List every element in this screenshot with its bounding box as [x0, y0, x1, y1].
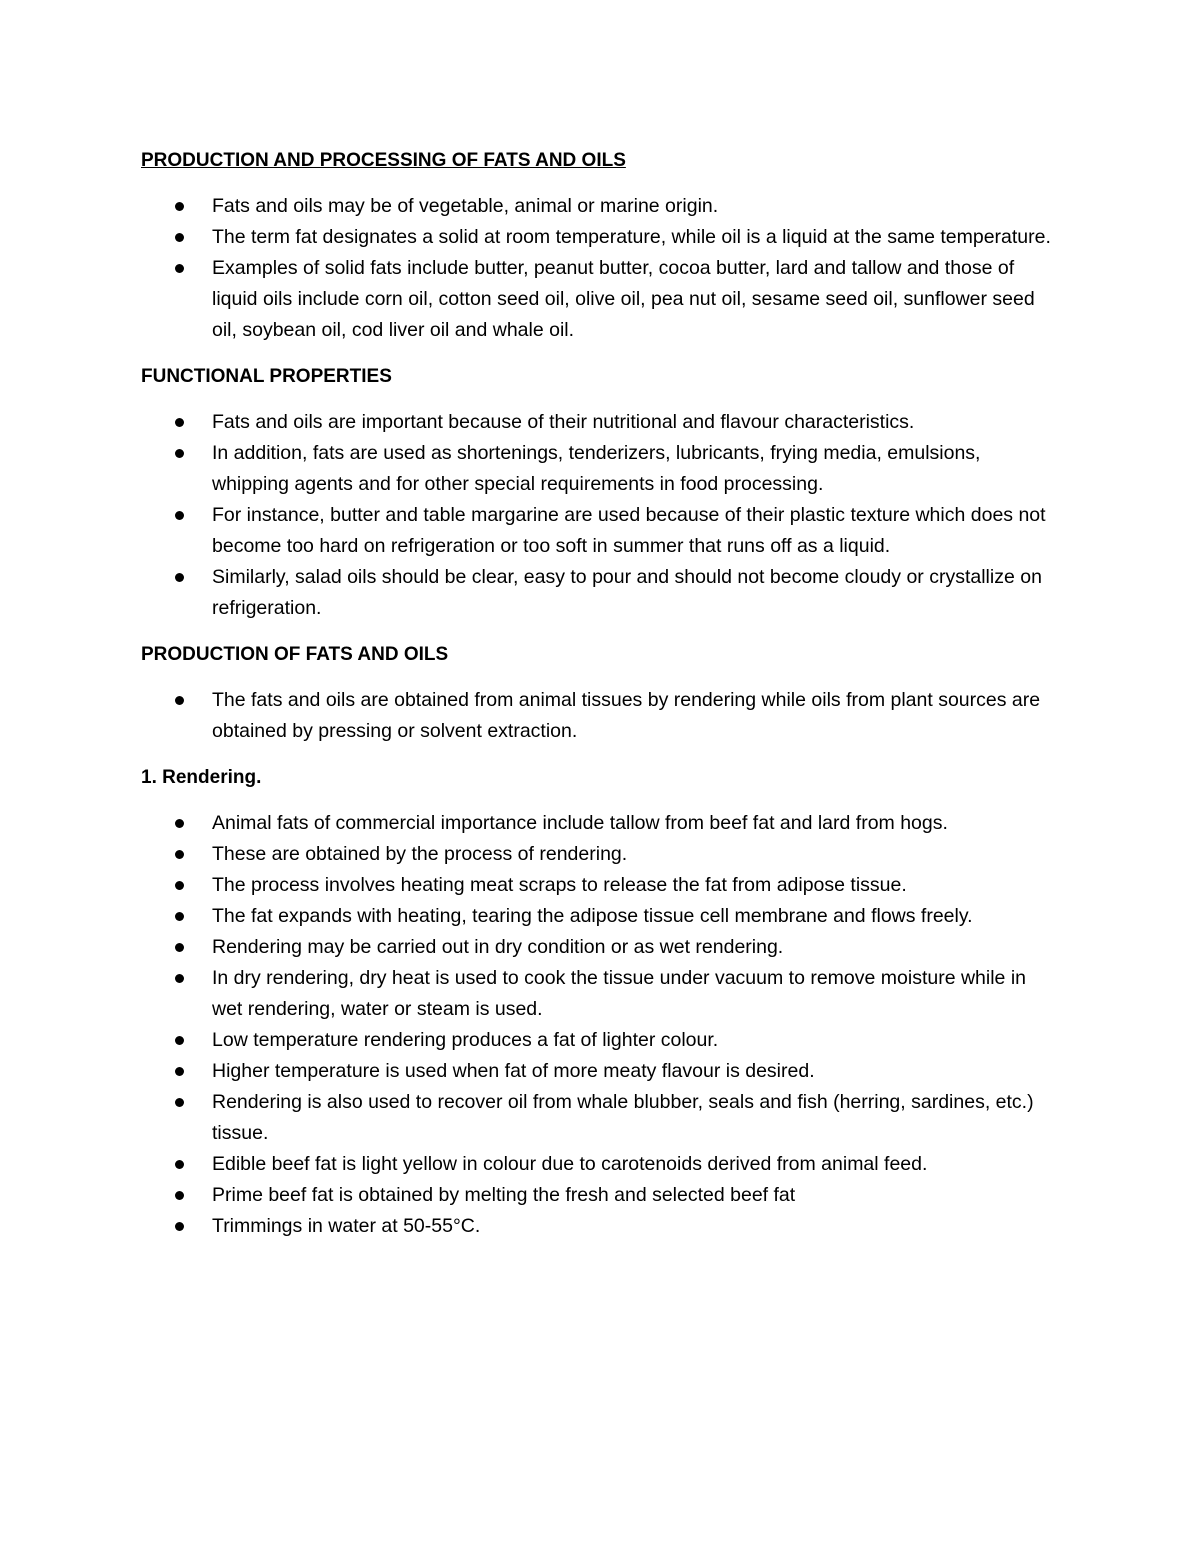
- bullet-icon: [175, 974, 184, 983]
- list-item: The term fat designates a solid at room temperature, while oil is a liquid at the same temperature.: [141, 222, 1061, 253]
- section-heading: PRODUCTION AND PROCESSING OF FATS AND OILS: [141, 150, 626, 171]
- bullet-icon: [175, 573, 184, 582]
- bullet-icon: [175, 202, 184, 211]
- list-item: The fat expands with heating, tearing the adipose tissue cell membrane and flows freely.: [141, 901, 1061, 932]
- bullet-icon: [175, 1160, 184, 1169]
- section-rendering: [141, 762, 1061, 1242]
- bullet-icon: [175, 912, 184, 921]
- list-item: Higher temperature is used when fat of more meaty flavour is desired.: [141, 1056, 1061, 1087]
- list-item: Trimmings in water at 50-55°C.: [141, 1211, 1061, 1242]
- bullet-icon: [175, 233, 184, 242]
- bullet-icon: [175, 418, 184, 427]
- bullet-icon: [175, 850, 184, 859]
- list-item: Similarly, salad oils should be clear, easy to pour and should not become cloudy or crystallize on refrigeration.: [141, 562, 1061, 624]
- section-heading: 1. Rendering.: [141, 767, 262, 788]
- section-heading: FUNCTIONAL PROPERTIES: [141, 366, 392, 387]
- list-item: Fats and oils are important because of their nutritional and flavour characteristics.: [141, 407, 1061, 438]
- list-item: Low temperature rendering produces a fat of lighter colour.: [141, 1025, 1061, 1056]
- bullet-icon: [175, 1036, 184, 1045]
- list-item: Prime beef fat is obtained by melting the fresh and selected beef fat: [141, 1180, 1061, 1211]
- section-functional-properties: [141, 361, 1061, 624]
- bullet-list: [141, 685, 1061, 747]
- document-page: [141, 145, 1061, 1257]
- bullet-icon: [175, 696, 184, 705]
- bullet-icon: [175, 449, 184, 458]
- bullet-icon: [175, 264, 184, 273]
- list-item: Animal fats of commercial importance include tallow from beef fat and lard from hogs.: [141, 808, 1061, 839]
- list-item: Examples of solid fats include butter, peanut butter, cocoa butter, lard and tallow and those of liquid oils include corn oil, cotton seed oil, olive oil, pea nut oil, sesame seed oil, sunflower seed oil, soybean oil, cod liver oil and whale oil.: [141, 253, 1061, 346]
- bullet-list: [141, 407, 1061, 624]
- bullet-icon: [175, 1191, 184, 1200]
- list-item: For instance, butter and table margarine are used because of their plastic texture which does not become too hard on refrigeration or too soft in summer that runs off as a liquid.: [141, 500, 1061, 562]
- list-item: The process involves heating meat scraps to release the fat from adipose tissue.: [141, 870, 1061, 901]
- section-heading: PRODUCTION OF FATS AND OILS: [141, 644, 449, 665]
- bullet-icon: [175, 1098, 184, 1107]
- bullet-icon: [175, 819, 184, 828]
- section-production-of-fats: [141, 639, 1061, 747]
- list-item: In dry rendering, dry heat is used to cook the tissue under vacuum to remove moisture while in wet rendering, water or steam is used.: [141, 963, 1061, 1025]
- list-item: Edible beef fat is light yellow in colour due to carotenoids derived from animal feed.: [141, 1149, 1061, 1180]
- bullet-icon: [175, 511, 184, 520]
- section-production-and-processing: [141, 145, 1061, 346]
- bullet-icon: [175, 943, 184, 952]
- bullet-list: [141, 808, 1061, 1242]
- list-item: The fats and oils are obtained from animal tissues by rendering while oils from plant sources are obtained by pressing or solvent extraction.: [141, 685, 1061, 747]
- bullet-icon: [175, 1067, 184, 1076]
- list-item: Fats and oils may be of vegetable, animal or marine origin.: [141, 191, 1061, 222]
- bullet-list: [141, 191, 1061, 346]
- bullet-icon: [175, 1222, 184, 1231]
- bullet-icon: [175, 881, 184, 890]
- list-item: Rendering is also used to recover oil from whale blubber, seals and fish (herring, sardines, etc.) tissue.: [141, 1087, 1061, 1149]
- list-item: These are obtained by the process of rendering.: [141, 839, 1061, 870]
- list-item: In addition, fats are used as shortenings, tenderizers, lubricants, frying media, emulsions, whipping agents and for other special requirements in food processing.: [141, 438, 1061, 500]
- list-item: Rendering may be carried out in dry condition or as wet rendering.: [141, 932, 1061, 963]
